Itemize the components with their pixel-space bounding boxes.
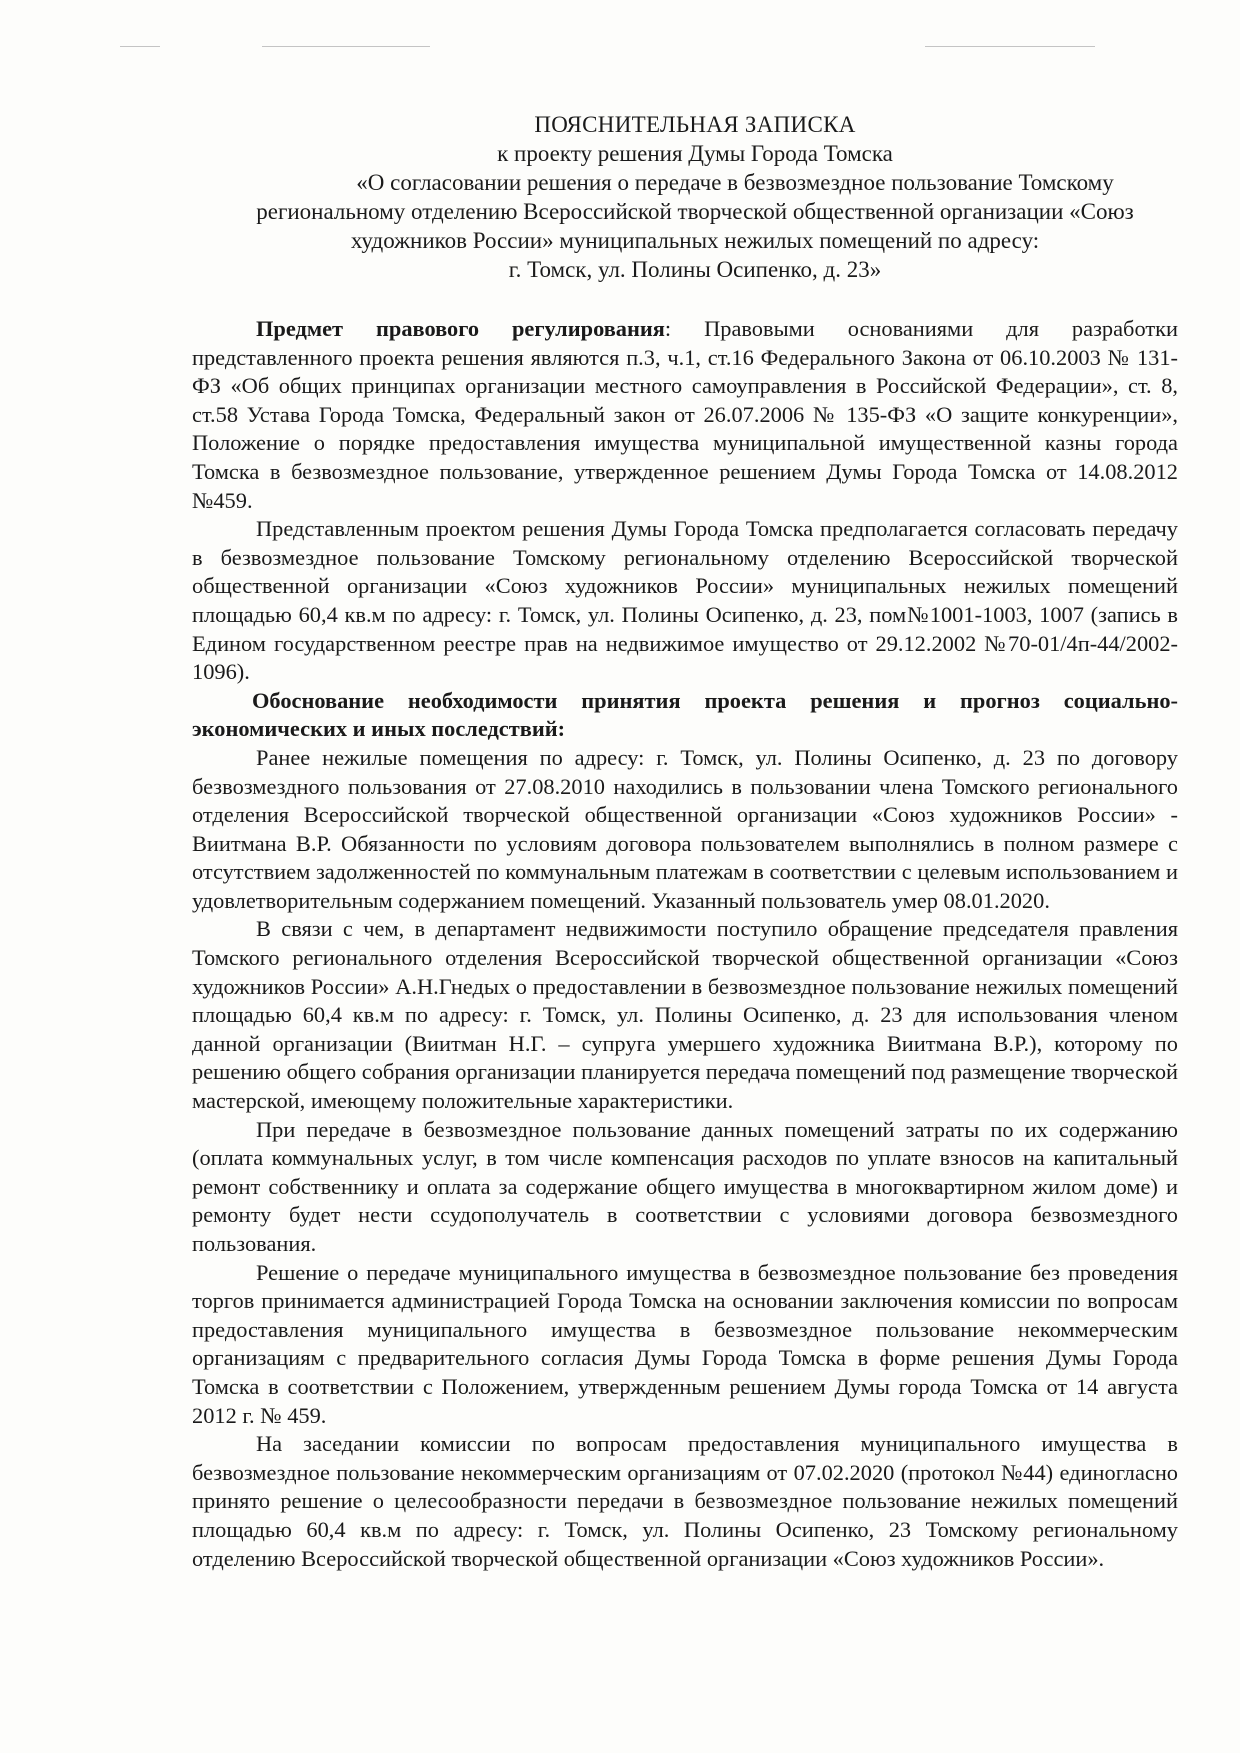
paragraph-legal-basis [192, 315, 1178, 515]
header-line-1: «О согласовании решения о передаче в безвозмездное пользование Томскому [356, 170, 1114, 195]
header-line-3: художников России» муниципальных нежилых помещений по адресу: [350, 228, 1040, 253]
paragraph-history: Ранее нежилые помещения по адресу: г. Томск, ул. Полины Осипенко, д. 23 по договору безвозмездного пользования от 27.08.2010 находились в пользовании члена Томского регионального отделения Всероссийской творческой общественной организации «Союз художников России» - Виитмана В.Р. Обязанности по условиям договора пользователем выполнялись в полном размере с отсутствием задолженностей по коммунальным платежам в соответствии с целевым использованием и удовлетворительным содержанием помещений. Указанный пользователь умер 08.01.2020. [192, 744, 1178, 913]
legal-basis-text: : Правовыми основаниями для разработки представленного проекта решения являются п.3, ч.1, ст.16 Федерального Закона от 06.10.2003 № 131-ФЗ «Об общих принципах организации местного самоуправления в Российской Федерации», ст. 8, ст.58 Устава Города Томска, Федеральный закон от 26.07.2006 № 135-ФЗ «О защите конкуренции», Положение о порядке предоставления имущества муниципальной имущественной казны города Томска в безвозмездное пользование, утвержденное решением Думы Города Томска от 14.08.2012 №459. [192, 316, 1178, 513]
section-heading: Обоснование необходимости принятия проекта решения и прогноз социально-экономических и иных последствий: [192, 687, 1178, 742]
paragraph-request: В связи с чем, в департамент недвижимости поступило обращение председателя правления Томского регионального отделения Всероссийской творческой общественной организации «Союз художников России» А.Н.Гнедых о предоставлении в безвозмездное пользование нежилых помещений площадью 60,4 кв.м по адресу: г. Томск, ул. Полины Осипенко, д. 23 для использования членом данной организации (Виитман Н.Г. – супруга умершего художника Виитмана В.Р.), которому по решению общего собрания организации планируется передача помещений под размещение творческой мастерской, имеющему положительные характеристики. [192, 916, 1178, 1114]
scan-artifact [925, 46, 1095, 47]
header-line-4: г. Томск, ул. Полины Осипенко, д. 23» [508, 257, 882, 282]
document-header [200, 110, 1190, 284]
document-body [192, 315, 1178, 1573]
legal-basis-label: Предмет правового регулирования [256, 316, 665, 341]
scan-artifact [120, 46, 160, 47]
scan-artifact [262, 46, 430, 47]
paragraph-procedure: Решение о передаче муниципального имущества в безвозмездное пользование без проведения торгов принимается администрацией Города Томска на основании заключения комиссии по вопросам предоставления муниципального имущества в безвозмездное пользование некоммерческим организациям с предварительного согласия Думы Города Томска в форме решения Думы Города Томска в соответствии с Положением, утвержденным решением Думы города Томска от 14 августа 2012 г. № 459. [192, 1259, 1178, 1428]
document-title: ПОЯСНИТЕЛЬНАЯ ЗАПИСКА [534, 112, 856, 137]
paragraph-commission: На заседании комиссии по вопросам предоставления муниципального имущества в безвозмездное пользование некоммерческим организациям от 07.02.2020 (протокол №44) единогласно принято решение о целесообразности передачи в безвозмездное пользование нежилых помещений площадью 60,4 кв.м по адресу: г. Томск, ул. Полины Осипенко, 23 Томскому региональному отделению Всероссийской творческой общественной организации «Союз художников России». [192, 1431, 1178, 1571]
header-line-2: региональному отделению Всероссийской творческой общественной организации «Союз [256, 199, 1134, 224]
paragraph-costs: При передаче в безвозмездное пользование данных помещений затраты по их содержанию (оплата коммунальных услуг, в том числе компенсация расходов по уплате взносов на капитальный ремонт собственнику и оплата за содержание общего имущества в многоквартирном жилом доме) и ремонту будет нести ссудополучатель в соответствии с условиями договора безвозмездного пользования. [192, 1116, 1178, 1256]
paragraph-proposal: Представленным проектом решения Думы Города Томска предполагается согласовать передачу в безвозмездное пользование Томскому региональному отделению Всероссийской творческой общественной организации «Союз художников России» муниципальных нежилых помещений площадью 60,4 кв.м по адресу: г. Томск, ул. Полины Осипенко, д. 23, пом№1001-1003, 1007 (запись в Едином государственном реестре прав на недвижимое имущество от 29.12.2002 №70-01/4п-44/2002-1096). [192, 516, 1178, 685]
document-subtitle: к проекту решения Думы Города Томска [497, 141, 893, 166]
